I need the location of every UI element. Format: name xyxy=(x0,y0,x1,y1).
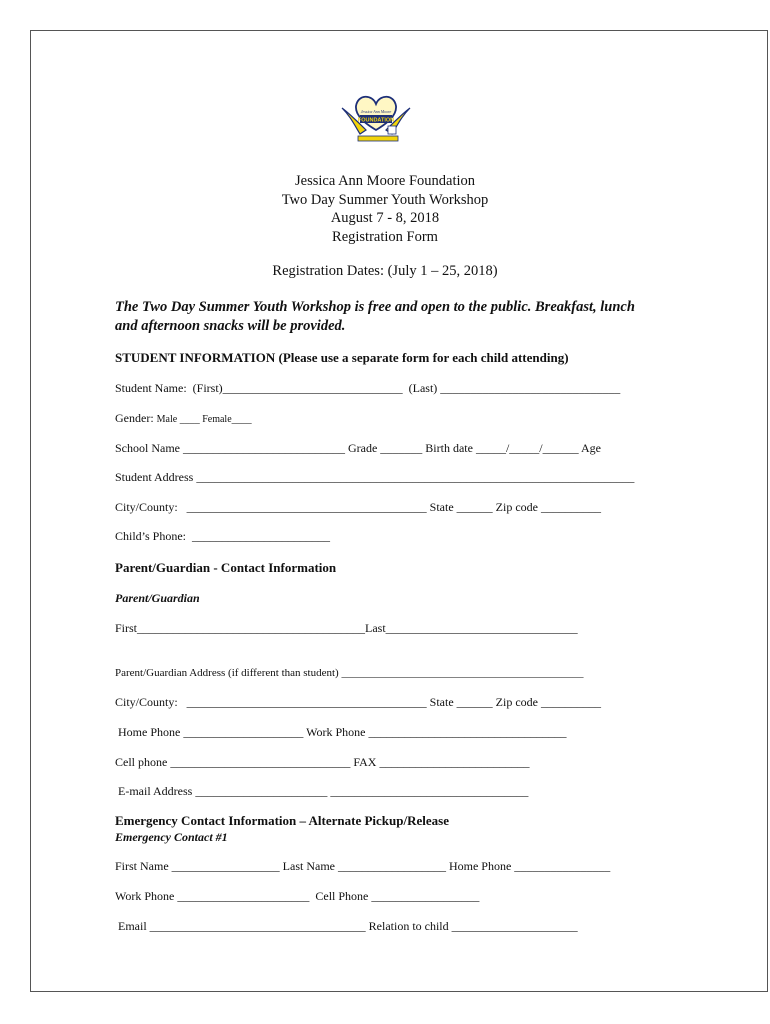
school-grade-birthdate-field[interactable]: School Name ___________________________ Grade _______ Birth date _____/_____/______ Age xyxy=(115,441,601,455)
registration-dates: Registration Dates: (July 1 – 25, 2018) xyxy=(272,263,498,279)
parent-name-field[interactable]: First______________________________________Last________________________________ xyxy=(115,621,578,635)
emergency-contact-subheading: Emergency Contact #1 xyxy=(115,830,228,844)
gender-field[interactable] xyxy=(115,411,252,427)
intro-line-1: The Two Day Summer Youth Workshop is free and open to the public. Breakfast, lunch xyxy=(115,299,635,315)
emergency-work-cell-phone-field[interactable]: Work Phone ______________________ Cell Phone __________________ xyxy=(115,889,480,903)
header-event-name: Two Day Summer Youth Workshop xyxy=(281,191,489,208)
emergency-email-relation-field[interactable]: Email ____________________________________ Relation to child _____________________ xyxy=(115,919,578,933)
header-org-name: Jessica Ann Moore Foundation xyxy=(294,173,476,189)
student-name-field[interactable]: Student Name: (First)______________________________ (Last) ______________________________ xyxy=(115,381,621,395)
parent-email-field[interactable]: E-mail Address ______________________ _________________________________ xyxy=(115,784,529,798)
svg-text:FOUNDATION: FOUNDATION xyxy=(357,117,395,124)
intro-line-2: and afternoon snacks will be provided. xyxy=(115,318,346,334)
intro-statement xyxy=(115,298,695,336)
parent-cell-fax-field[interactable]: Cell phone ______________________________ FAX _________________________ xyxy=(115,755,530,769)
header-event-dates: August 7 - 8, 2018 xyxy=(330,210,440,226)
form-header xyxy=(0,172,770,246)
parent-city-state-zip-field[interactable]: City/County: ________________________________________ State ______ Zip code __________ xyxy=(115,695,601,709)
emergency-name-phone-field[interactable]: First Name __________________ Last Name __________________ Home Phone ________________ xyxy=(115,859,611,873)
emergency-contact-heading: Emergency Contact Information – Alternate Pickup/Release xyxy=(115,813,449,828)
header-form-title: Registration Form xyxy=(332,228,438,245)
gender-options[interactable]: Male ____ Female____ xyxy=(156,414,252,425)
gender-label: Gender: xyxy=(115,411,157,425)
student-city-state-zip-field[interactable]: City/County: ________________________________________ State ______ Zip code __________ xyxy=(115,500,601,514)
student-address-field[interactable]: Student Address _________________________________________________________________________ xyxy=(115,470,635,484)
foundation-logo-icon xyxy=(336,90,416,148)
parent-address-field[interactable]: Parent/Guardian Address (if different than student) ____________________________________________ xyxy=(115,667,584,679)
parent-subheading: Parent/Guardian xyxy=(115,591,200,605)
parent-home-work-phone-field[interactable]: Home Phone ____________________ Work Phone _________________________________ xyxy=(115,725,567,739)
child-phone-field[interactable]: Child’s Phone: _______________________ xyxy=(115,529,331,543)
parent-contact-heading: Parent/Guardian - Contact Information xyxy=(115,560,337,575)
svg-text:Jessica Ann Moore: Jessica Ann Moore xyxy=(360,109,392,114)
student-info-heading: STUDENT INFORMATION (Please use a separate form for each child attending) xyxy=(115,350,569,365)
